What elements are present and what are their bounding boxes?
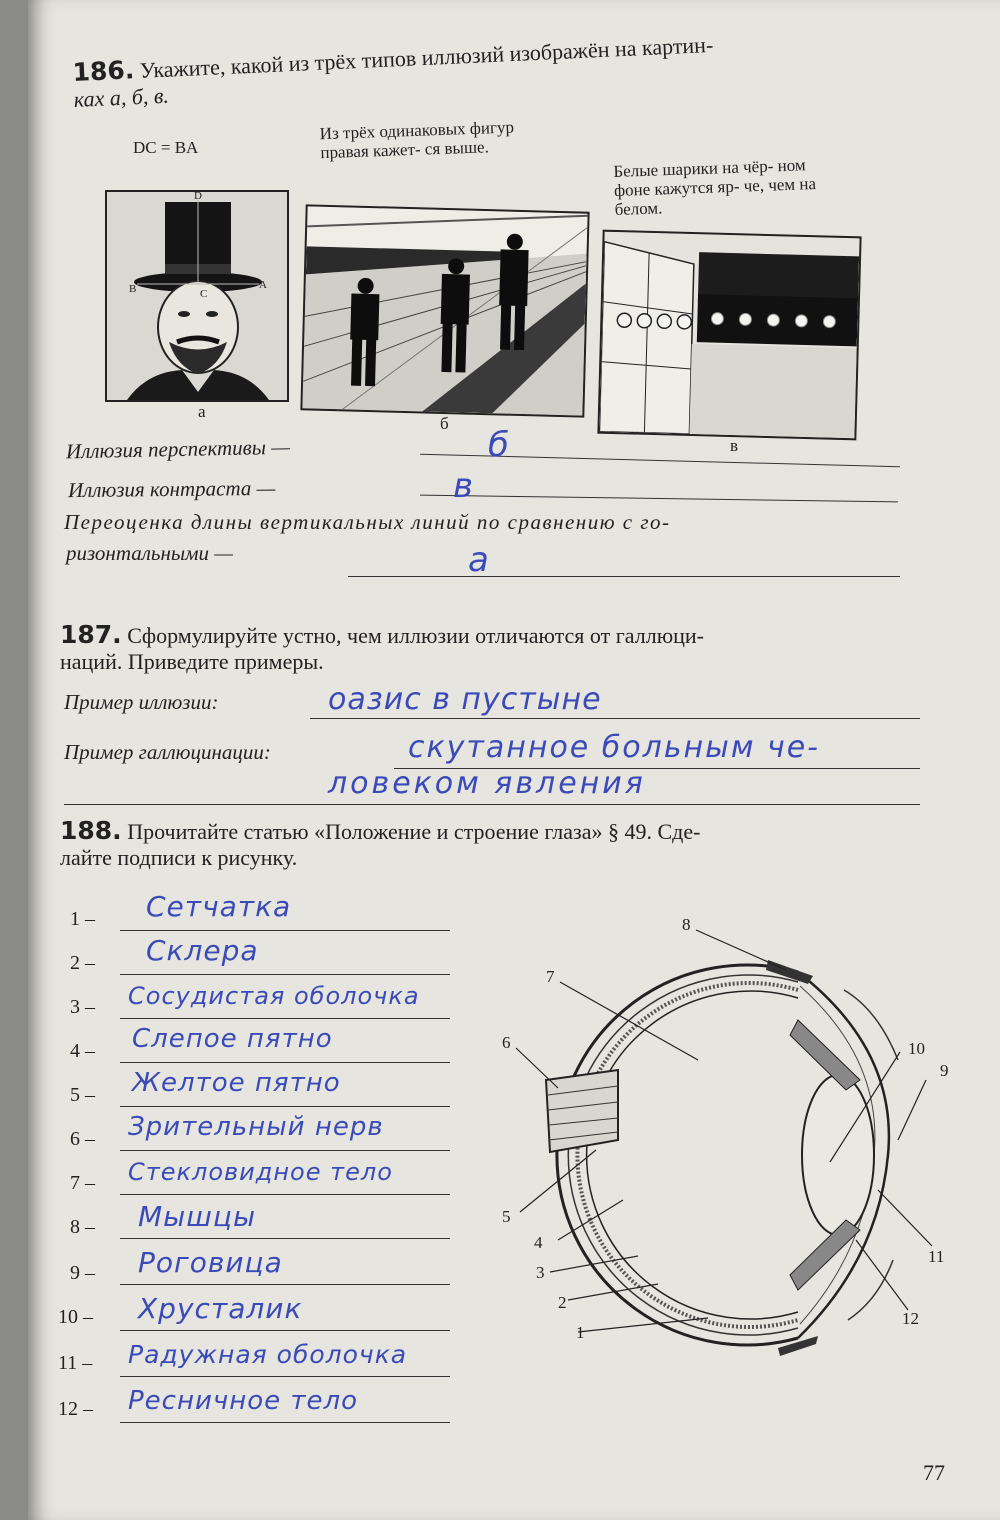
fig-a-caption: DC = BA [133, 138, 199, 157]
eye-label-12: 12 [902, 1309, 919, 1328]
task-187-line2: наций. Приведите примеры. [60, 649, 324, 674]
row-2-answer[interactable]: Склера [146, 934, 259, 967]
hat-point-d: D [194, 192, 202, 202]
hallucination-answer-line2[interactable]: ловеком явления [328, 766, 646, 801]
row-3-line [120, 1018, 450, 1019]
task-186-line1: Укажите, какой из трёх типов иллюзий изображён на картин- [139, 31, 714, 83]
q-vertical-label-line1: Переоценка длины вертикальных линий по сравнению с го- [64, 510, 671, 534]
illusion-example-label: Пример иллюзии: [64, 690, 219, 714]
row-12-number: 12 – [58, 1398, 93, 1420]
row-11-number: 11 – [58, 1352, 93, 1374]
eye-label-4: 4 [534, 1233, 543, 1252]
task-187-text [60, 622, 940, 675]
row-7-number: 7 – [70, 1172, 95, 1194]
task-188-number: 188. [60, 816, 122, 845]
eye-label-3: 3 [536, 1263, 545, 1282]
row-3-answer[interactable]: Сосудистая оболочка [128, 982, 420, 1010]
figure-a-man-with-top-hat [105, 190, 289, 402]
eye-label-5: 5 [502, 1207, 511, 1226]
q-perspective-label: Иллюзия перспективы — [65, 434, 291, 464]
row-8-line [120, 1238, 450, 1239]
row-7-answer[interactable]: Стекловидное тело [128, 1158, 393, 1186]
row-5-number: 5 – [70, 1084, 95, 1106]
illusion-example-answer[interactable]: оазис в пустыне [328, 682, 602, 717]
row-4-number: 4 – [70, 1040, 95, 1062]
task-186-number: 186. [71, 55, 135, 87]
row-10-answer[interactable]: Хрусталик [138, 1292, 303, 1325]
row-6-answer[interactable]: Зрительный нерв [128, 1112, 384, 1142]
hallucination-example-line2 [64, 804, 920, 805]
q-contrast-answer[interactable]: в [453, 466, 475, 506]
row-2-line [120, 974, 450, 975]
illusion-example-line [310, 718, 920, 719]
q-vertical-answer[interactable]: а [468, 540, 490, 580]
figure-c-contrast-balls [597, 230, 861, 441]
hallucination-answer-line1[interactable]: скутанное больным че- [408, 730, 820, 765]
row-10-line [120, 1330, 450, 1331]
eye-structure-diagram [468, 900, 948, 1370]
fig-b-caption: Из трёх одинаковых фигур правая кажет- ся выше. [319, 117, 515, 163]
eye-label-6: 6 [502, 1033, 511, 1052]
eye-label-9: 9 [940, 1061, 948, 1080]
page-number: 77 [923, 1460, 945, 1485]
row-8-number: 8 – [70, 1216, 95, 1238]
row-1-answer[interactable]: Сетчатка [146, 890, 292, 923]
row-3-number: 3 – [70, 996, 95, 1018]
row-9-answer[interactable]: Роговица [138, 1246, 283, 1279]
q-contrast-label: Иллюзия контраста — [67, 475, 276, 503]
row-11-line [120, 1376, 450, 1377]
task-187-line1: Сформулируйте устно, чем иллюзии отличаются от галлюци- [127, 623, 704, 648]
q-vertical-line [348, 576, 900, 577]
hat-point-c: C [200, 288, 208, 300]
row-12-line [120, 1422, 450, 1423]
eye-label-10: 10 [908, 1039, 925, 1058]
row-10-number: 10 – [58, 1306, 93, 1328]
q-perspective-answer[interactable]: б [488, 425, 510, 465]
row-4-answer[interactable]: Слепое пятно [132, 1024, 333, 1054]
row-1-line [120, 930, 450, 931]
fig-b-letter: б [440, 414, 449, 433]
eye-label-2: 2 [558, 1293, 567, 1312]
task-188-line1: Прочитайте статью «Положение и строение глаза» § 49. Сде- [127, 819, 701, 844]
row-4-line [120, 1062, 450, 1063]
row-2-number: 2 – [70, 952, 95, 974]
eye-label-7: 7 [546, 967, 555, 986]
workbook-page [28, 0, 1000, 1520]
row-6-number: 6 – [70, 1128, 95, 1150]
eye-label-1: 1 [576, 1323, 585, 1342]
task-186-line2: ках а, б, в. [73, 82, 170, 112]
figure-b-perspective-platform [300, 204, 589, 417]
q-vertical-label-line2: ризонтальными — [66, 541, 233, 565]
row-11-answer[interactable]: Радужная оболочка [128, 1340, 408, 1369]
row-9-number: 9 – [70, 1262, 95, 1284]
fig-a-letter: а [198, 402, 206, 421]
row-12-answer[interactable]: Ресничное тело [128, 1386, 359, 1416]
fig-c-caption: Белые шарики на чёр- ном фоне кажутся яр- че, чем на белом. [613, 155, 817, 219]
row-6-line [120, 1150, 450, 1151]
row-5-answer[interactable]: Желтое пятно [132, 1068, 341, 1098]
hat-point-a: A [259, 279, 267, 291]
task-187-number: 187. [60, 620, 122, 649]
row-9-line [120, 1284, 450, 1285]
task-188-text [60, 818, 940, 871]
eye-label-8: 8 [682, 915, 691, 934]
task-186-text [72, 21, 934, 113]
q-contrast-line [420, 495, 898, 503]
eye-label-11: 11 [928, 1247, 945, 1266]
row-7-line [120, 1194, 450, 1195]
task-188-line2: лайте подписи к рисунку. [60, 845, 298, 870]
fig-c-letter: в [730, 436, 739, 455]
row-1-number: 1 – [70, 908, 95, 930]
hat-point-b: B [129, 283, 137, 295]
row-8-answer[interactable]: Мышцы [138, 1200, 257, 1233]
row-5-line [120, 1106, 450, 1107]
hallucination-example-label: Пример галлюцинации: [64, 740, 271, 764]
